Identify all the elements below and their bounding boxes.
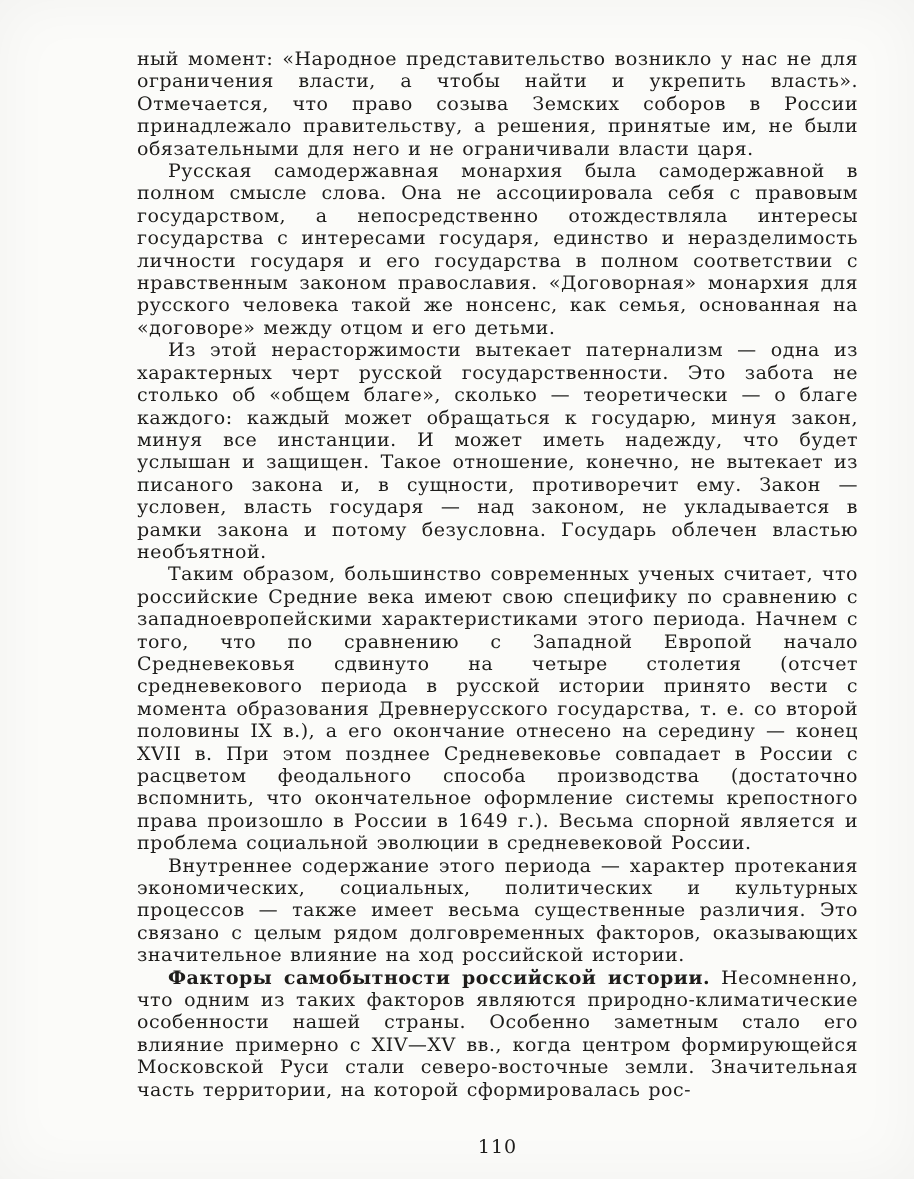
paragraph-continuation: ный момент: «Народное представительство возникло у нас не для ограничения власти, а чтобы найти и укрепить власть». Отмечается, что право созыва Земских соборов в России принадлежало правительству, а решения, принятые им, не были обязательными для него и не ограничивали власти царя.	[137, 48, 858, 160]
text-block	[137, 48, 858, 1101]
paragraph: Из этой нерасторжимости вытекает патернализм — одна из характерных черт русской государственности. Это забота не столько об «общем благе», сколько — теоретически — о благе каждого: каждый может обращаться к государю, минуя закон, минуя все инстанции. И может иметь надежду, что будет услышан и защищен. Такое отношение, конечно, не вытекает из писаного закона и, в сущности, противоречит ему. Закон — условен, власть государя — над законом, не укладывается в рамки закона и потому безусловна. Государь облечен властью необъятной.	[137, 339, 858, 563]
page-number: 110	[477, 1136, 518, 1158]
paragraph-body: Несомненно, что одним из таких факторов являются природно-климатические особенности нашей страны. Особенно заметным стало его влияние примерно с XIV—XV вв., когда центром формирующейся Московской Руси стали северо-восточные земли. Значительная часть территории, на которой сформировалась рос-	[137, 966, 858, 1101]
paragraph: Русская самодержавная монархия была самодержавной в полном смысле слова. Она не ассоциировала себя с правовым государством, а непосредственно отождествляла интересы государства с интересами государя, единство и неразделимость личности государя и его государства в полном соответствии с нравственным законом православия. «Договорная» монархия для русского человека такой же нонсенс, как семья, основанная на «договоре» между отцом и его детьми.	[137, 160, 858, 339]
paragraph-with-heading	[137, 967, 858, 1101]
paragraph: Внутреннее содержание этого периода — характер протекания экономических, социальных, политических и культурных процессов — также имеет весьма существенные различия. Это связано с целым рядом долговременных факторов, оказывающих значительное влияние на ход российской истории.	[137, 854, 858, 967]
paragraph: Таким образом, большинство современных ученых считает, что российские Средние века имеют свою специфику по сравнению с западноевропейскими характеристиками этого периода. Начнем с того, что по сравнению с Западной Европой начало Средневековья сдвинуто на четыре столетия (отсчет средневекового периода в русской истории принято вести с момента образования Древнерусского государства, т. е. со второй половины IX в.), а его окончание отнесено на середину — конец XVII в. При этом позднее Средневековье совпадает в России с расцветом феодального способа производства (достаточно вспомнить, что окончательное оформление системы крепостного права произошло в России в 1649 г.). Весьма спорной является и проблема социальной эволюции в средневековой России.	[137, 563, 858, 855]
inline-heading: Факторы самобытности российской истории.	[168, 966, 711, 989]
